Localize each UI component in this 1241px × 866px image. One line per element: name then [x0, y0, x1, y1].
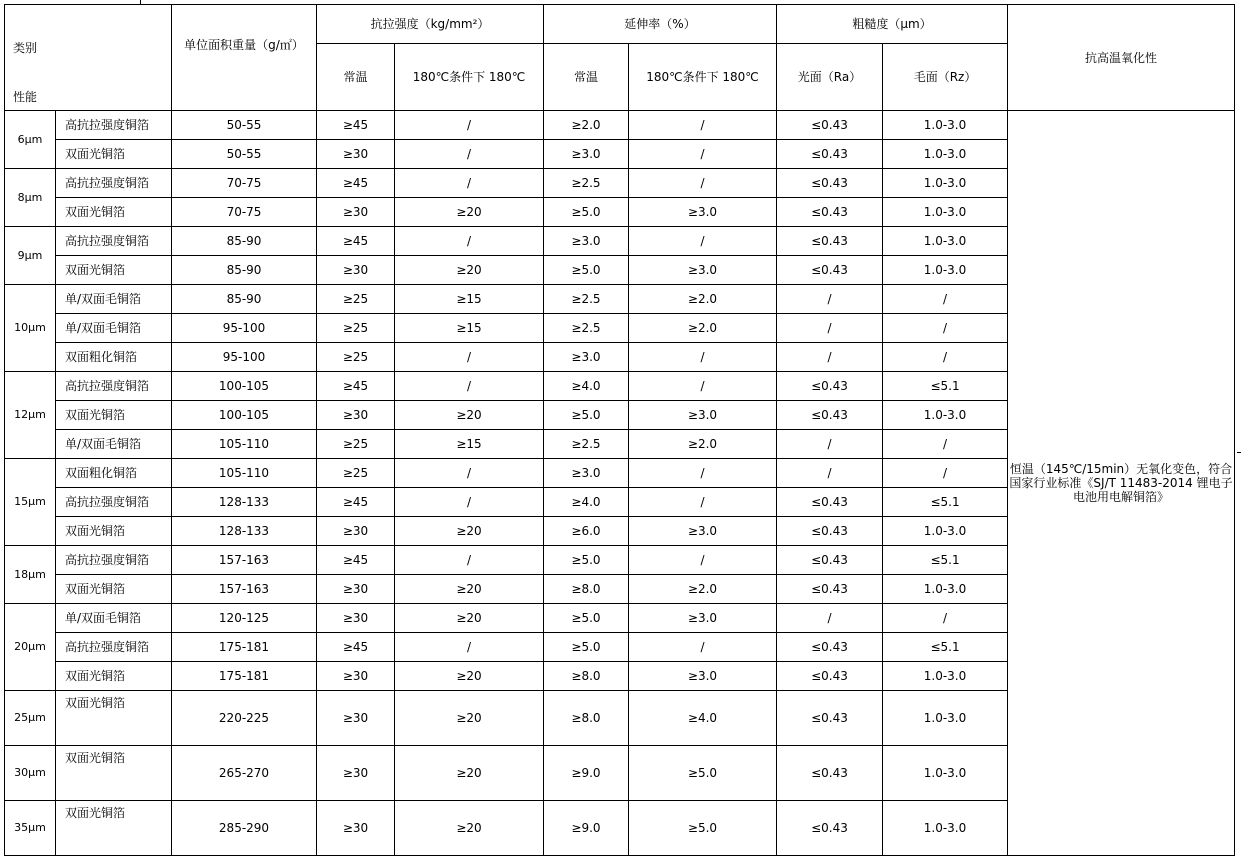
copper-foil-spec-table	[4, 4, 1235, 856]
elong-hot-cell: ≥2.0	[629, 285, 777, 314]
tensile-room-cell: ≥30	[317, 140, 395, 169]
elong-room-cell: ≥5.0	[544, 633, 629, 662]
tensile-room-cell: ≥30	[317, 746, 395, 801]
rough-matte-cell: 1.0-3.0	[883, 169, 1008, 198]
product-cell: 双面光铜箔	[56, 401, 172, 430]
rough-matte-header: 毛面（Rz）	[883, 44, 1008, 111]
tensile-room-cell: ≥25	[317, 285, 395, 314]
tensile-room-cell: ≥30	[317, 801, 395, 856]
thickness-cell: 6μm	[5, 111, 56, 169]
rough-shiny-cell: ≤0.43	[777, 691, 883, 746]
elong-room-cell: ≥4.0	[544, 372, 629, 401]
rough-matte-cell: 1.0-3.0	[883, 662, 1008, 691]
elong-room-cell: ≥5.0	[544, 256, 629, 285]
elong-hot-cell: ≥3.0	[629, 517, 777, 546]
tensile-room-cell: ≥45	[317, 169, 395, 198]
elong-hot-cell: /	[629, 633, 777, 662]
elong-room-cell: ≥2.5	[544, 169, 629, 198]
rough-matte-cell: 1.0-3.0	[883, 517, 1008, 546]
weight-cell: 85-90	[172, 227, 317, 256]
rough-shiny-cell: /	[777, 604, 883, 633]
product-cell: 高抗拉强度铜箔	[56, 169, 172, 198]
weight-cell: 157-163	[172, 546, 317, 575]
tensile-hot-cell: /	[395, 111, 544, 140]
elong-hot-cell: ≥5.0	[629, 801, 777, 856]
thickness-cell: 12μm	[5, 372, 56, 459]
weight-cell: 105-110	[172, 459, 317, 488]
tensile-room-cell: ≥25	[317, 343, 395, 372]
weight-cell: 50-55	[172, 111, 317, 140]
rough-shiny-cell: /	[777, 343, 883, 372]
rough-shiny-cell: ≤0.43	[777, 140, 883, 169]
product-cell: 单/双面毛铜箔	[56, 604, 172, 633]
elong-room-cell: ≥2.5	[544, 285, 629, 314]
elong-hot-cell: ≥3.0	[629, 256, 777, 285]
elong-hot-cell: /	[629, 169, 777, 198]
product-cell: 双面光铜箔	[56, 198, 172, 227]
tensile-room-cell: ≥30	[317, 198, 395, 227]
elong-hot-cell: ≥3.0	[629, 198, 777, 227]
elong-room-cell: ≥8.0	[544, 662, 629, 691]
thickness-cell: 20μm	[5, 604, 56, 691]
tensile-hot-cell: ≥20	[395, 691, 544, 746]
product-cell: 高抗拉强度铜箔	[56, 227, 172, 256]
stray-mark-right	[1237, 452, 1241, 453]
rough-matte-cell: /	[883, 285, 1008, 314]
elong-room-cell: ≥3.0	[544, 140, 629, 169]
product-cell: 双面光铜箔	[56, 575, 172, 604]
product-cell: 双面光铜箔	[56, 140, 172, 169]
tensile-hot-cell: /	[395, 372, 544, 401]
rough-matte-cell: /	[883, 430, 1008, 459]
elong-hot-cell: /	[629, 372, 777, 401]
tensile-hot-cell: ≥20	[395, 198, 544, 227]
elong-room-cell: ≥5.0	[544, 401, 629, 430]
rough-shiny-cell: ≤0.43	[777, 227, 883, 256]
elong-hot-cell: /	[629, 227, 777, 256]
elong-room-cell: ≥9.0	[544, 746, 629, 801]
thickness-cell: 25μm	[5, 691, 56, 746]
tensile-room-cell: ≥30	[317, 691, 395, 746]
tensile-hot-cell: ≥20	[395, 575, 544, 604]
tensile-room-cell: ≥45	[317, 546, 395, 575]
tensile-room-cell: ≥45	[317, 488, 395, 517]
roughness-header: 粗糙度（μm）	[777, 5, 1008, 44]
product-cell: 双面光铜箔	[56, 801, 172, 856]
tensile-hot-cell: ≥20	[395, 604, 544, 633]
rough-matte-cell: 1.0-3.0	[883, 140, 1008, 169]
corner-cell	[5, 5, 172, 111]
tensile-room-cell: ≥30	[317, 401, 395, 430]
thickness-cell: 9μm	[5, 227, 56, 285]
weight-cell: 70-75	[172, 198, 317, 227]
thickness-cell: 10μm	[5, 285, 56, 372]
weight-cell: 220-225	[172, 691, 317, 746]
category-label: 类别	[13, 41, 38, 55]
rough-shiny-cell: ≤0.43	[777, 198, 883, 227]
tensile-room-cell: ≥30	[317, 662, 395, 691]
product-cell: 双面光铜箔	[56, 691, 172, 746]
elong-room-cell: ≥2.0	[544, 111, 629, 140]
tensile-hot-cell: ≥20	[395, 662, 544, 691]
weight-cell: 50-55	[172, 140, 317, 169]
rough-matte-cell: 1.0-3.0	[883, 691, 1008, 746]
product-cell: 高抗拉强度铜箔	[56, 111, 172, 140]
tensile-hot-cell: /	[395, 169, 544, 198]
weight-cell: 128-133	[172, 517, 317, 546]
weight-cell: 175-181	[172, 633, 317, 662]
product-cell: 单/双面毛铜箔	[56, 285, 172, 314]
unit-weight-header: 单位面积重量（g/㎡）	[172, 5, 317, 111]
rough-shiny-cell: ≤0.43	[777, 111, 883, 140]
rough-shiny-cell: /	[777, 459, 883, 488]
elong-hot-cell: ≥3.0	[629, 662, 777, 691]
elong-hot-cell: ≥2.0	[629, 430, 777, 459]
tensile-room-cell: ≥30	[317, 517, 395, 546]
tensile-room-cell: ≥45	[317, 372, 395, 401]
rough-shiny-cell: ≤0.43	[777, 662, 883, 691]
weight-cell: 95-100	[172, 314, 317, 343]
elong-hot-cell: ≥5.0	[629, 746, 777, 801]
thickness-cell: 35μm	[5, 801, 56, 856]
elong-hot-cell: /	[629, 459, 777, 488]
rough-shiny-cell: ≤0.43	[777, 517, 883, 546]
weight-cell: 157-163	[172, 575, 317, 604]
thickness-cell: 15μm	[5, 459, 56, 546]
elong-hot-cell: /	[629, 343, 777, 372]
rough-shiny-cell: ≤0.43	[777, 372, 883, 401]
rough-matte-cell: 1.0-3.0	[883, 227, 1008, 256]
weight-cell: 285-290	[172, 801, 317, 856]
product-cell: 双面光铜箔	[56, 746, 172, 801]
tensile-room-header: 常温	[317, 44, 395, 111]
tensile-hot-cell: /	[395, 633, 544, 662]
elong-room-cell: ≥5.0	[544, 546, 629, 575]
tensile-room-cell: ≥25	[317, 314, 395, 343]
rough-shiny-cell: ≤0.43	[777, 746, 883, 801]
rough-shiny-cell: ≤0.43	[777, 488, 883, 517]
tensile-room-cell: ≥45	[317, 111, 395, 140]
property-label: 性能	[13, 90, 38, 104]
rough-matte-cell: /	[883, 604, 1008, 633]
elong-room-cell: ≥3.0	[544, 227, 629, 256]
elong-room-cell: ≥9.0	[544, 801, 629, 856]
tensile-hot-cell: ≥20	[395, 256, 544, 285]
tensile-hot-cell: ≥15	[395, 314, 544, 343]
product-cell: 双面光铜箔	[56, 517, 172, 546]
rough-shiny-header: 光面（Ra）	[777, 44, 883, 111]
tensile-hot-cell: ≥20	[395, 801, 544, 856]
tensile-hot-cell: /	[395, 227, 544, 256]
elong-hot-cell: ≥2.0	[629, 314, 777, 343]
tensile-header: 抗拉强度（kg/mm²）	[317, 5, 544, 44]
tensile-hot-cell: ≥20	[395, 746, 544, 801]
weight-cell: 105-110	[172, 430, 317, 459]
product-cell: 双面光铜箔	[56, 256, 172, 285]
weight-cell: 120-125	[172, 604, 317, 633]
rough-matte-cell: 1.0-3.0	[883, 801, 1008, 856]
tensile-hot-cell: /	[395, 459, 544, 488]
elong-hot-cell: ≥2.0	[629, 575, 777, 604]
elong-room-cell: ≥5.0	[544, 604, 629, 633]
weight-cell: 85-90	[172, 285, 317, 314]
elong-room-cell: ≥2.5	[544, 314, 629, 343]
rough-shiny-cell: /	[777, 314, 883, 343]
elong-hot-cell: /	[629, 546, 777, 575]
product-cell: 单/双面毛铜箔	[56, 430, 172, 459]
tensile-hot-cell: ≥15	[395, 430, 544, 459]
tensile-hot-cell: ≥20	[395, 517, 544, 546]
rough-matte-cell: ≤5.1	[883, 488, 1008, 517]
rough-shiny-cell: ≤0.43	[777, 575, 883, 604]
thickness-cell: 8μm	[5, 169, 56, 227]
tensile-hot-cell: /	[395, 343, 544, 372]
rough-shiny-cell: ≤0.43	[777, 546, 883, 575]
elong-hot-cell: ≥3.0	[629, 401, 777, 430]
elong-hot-cell: ≥3.0	[629, 604, 777, 633]
rough-shiny-cell: ≤0.43	[777, 633, 883, 662]
tensile-room-cell: ≥30	[317, 575, 395, 604]
elong-hot-cell: /	[629, 140, 777, 169]
weight-cell: 85-90	[172, 256, 317, 285]
tensile-hot-cell: /	[395, 546, 544, 575]
rough-matte-cell: ≤5.1	[883, 633, 1008, 662]
table-row	[5, 111, 1235, 140]
rough-matte-cell: 1.0-3.0	[883, 198, 1008, 227]
rough-matte-cell: 1.0-3.0	[883, 401, 1008, 430]
elong-room-header: 常温	[544, 44, 629, 111]
tensile-room-cell: ≥30	[317, 604, 395, 633]
weight-cell: 70-75	[172, 169, 317, 198]
product-cell: 双面粗化铜箔	[56, 459, 172, 488]
product-cell: 高抗拉强度铜箔	[56, 372, 172, 401]
weight-cell: 265-270	[172, 746, 317, 801]
elong-room-cell: ≥4.0	[544, 488, 629, 517]
rough-matte-cell: /	[883, 314, 1008, 343]
weight-cell: 175-181	[172, 662, 317, 691]
weight-cell: 100-105	[172, 401, 317, 430]
rough-matte-cell: 1.0-3.0	[883, 256, 1008, 285]
thickness-cell: 30μm	[5, 746, 56, 801]
product-cell: 高抗拉强度铜箔	[56, 633, 172, 662]
elong-room-cell: ≥3.0	[544, 343, 629, 372]
rough-matte-cell: ≤5.1	[883, 546, 1008, 575]
tensile-room-cell: ≥25	[317, 430, 395, 459]
tensile-hot-cell: /	[395, 488, 544, 517]
header-row-1	[5, 5, 1235, 44]
tensile-hot-cell: /	[395, 140, 544, 169]
tensile-hot-header: 180℃条件下 180℃	[395, 44, 544, 111]
tensile-room-cell: ≥30	[317, 256, 395, 285]
tensile-hot-cell: ≥15	[395, 285, 544, 314]
elong-room-cell: ≥2.5	[544, 430, 629, 459]
weight-cell: 128-133	[172, 488, 317, 517]
rough-shiny-cell: ≤0.43	[777, 169, 883, 198]
weight-cell: 100-105	[172, 372, 317, 401]
elongation-header: 延伸率（%）	[544, 5, 777, 44]
tensile-hot-cell: ≥20	[395, 401, 544, 430]
elong-room-cell: ≥5.0	[544, 198, 629, 227]
elong-room-cell: ≥6.0	[544, 517, 629, 546]
product-cell: 高抗拉强度铜箔	[56, 488, 172, 517]
elong-hot-header: 180℃条件下 180℃	[629, 44, 777, 111]
elong-hot-cell: /	[629, 111, 777, 140]
rough-matte-cell: 1.0-3.0	[883, 575, 1008, 604]
rough-matte-cell: ≤5.1	[883, 372, 1008, 401]
rough-matte-cell: /	[883, 459, 1008, 488]
tensile-room-cell: ≥45	[317, 633, 395, 662]
rough-shiny-cell: /	[777, 430, 883, 459]
rough-matte-cell: /	[883, 343, 1008, 372]
rough-shiny-cell: ≤0.43	[777, 801, 883, 856]
product-cell: 双面粗化铜箔	[56, 343, 172, 372]
thickness-cell: 18μm	[5, 546, 56, 604]
oxidation-note: 恒温（145℃/15min）无氧化变色，符合国家行业标准《SJ/T 11483-2014 锂电子电池用电解铜箔》	[1008, 111, 1235, 856]
product-cell: 单/双面毛铜箔	[56, 314, 172, 343]
elong-room-cell: ≥8.0	[544, 575, 629, 604]
rough-shiny-cell: ≤0.43	[777, 401, 883, 430]
product-cell: 双面光铜箔	[56, 662, 172, 691]
rough-matte-cell: 1.0-3.0	[883, 746, 1008, 801]
product-cell: 高抗拉强度铜箔	[56, 546, 172, 575]
weight-cell: 95-100	[172, 343, 317, 372]
rough-matte-cell: 1.0-3.0	[883, 111, 1008, 140]
oxidation-header: 抗高温氧化性	[1008, 5, 1235, 111]
rough-shiny-cell: ≤0.43	[777, 256, 883, 285]
rough-shiny-cell: /	[777, 285, 883, 314]
tensile-room-cell: ≥45	[317, 227, 395, 256]
elong-hot-cell: ≥4.0	[629, 691, 777, 746]
elong-room-cell: ≥8.0	[544, 691, 629, 746]
elong-room-cell: ≥3.0	[544, 459, 629, 488]
elong-hot-cell: /	[629, 488, 777, 517]
tensile-room-cell: ≥25	[317, 459, 395, 488]
